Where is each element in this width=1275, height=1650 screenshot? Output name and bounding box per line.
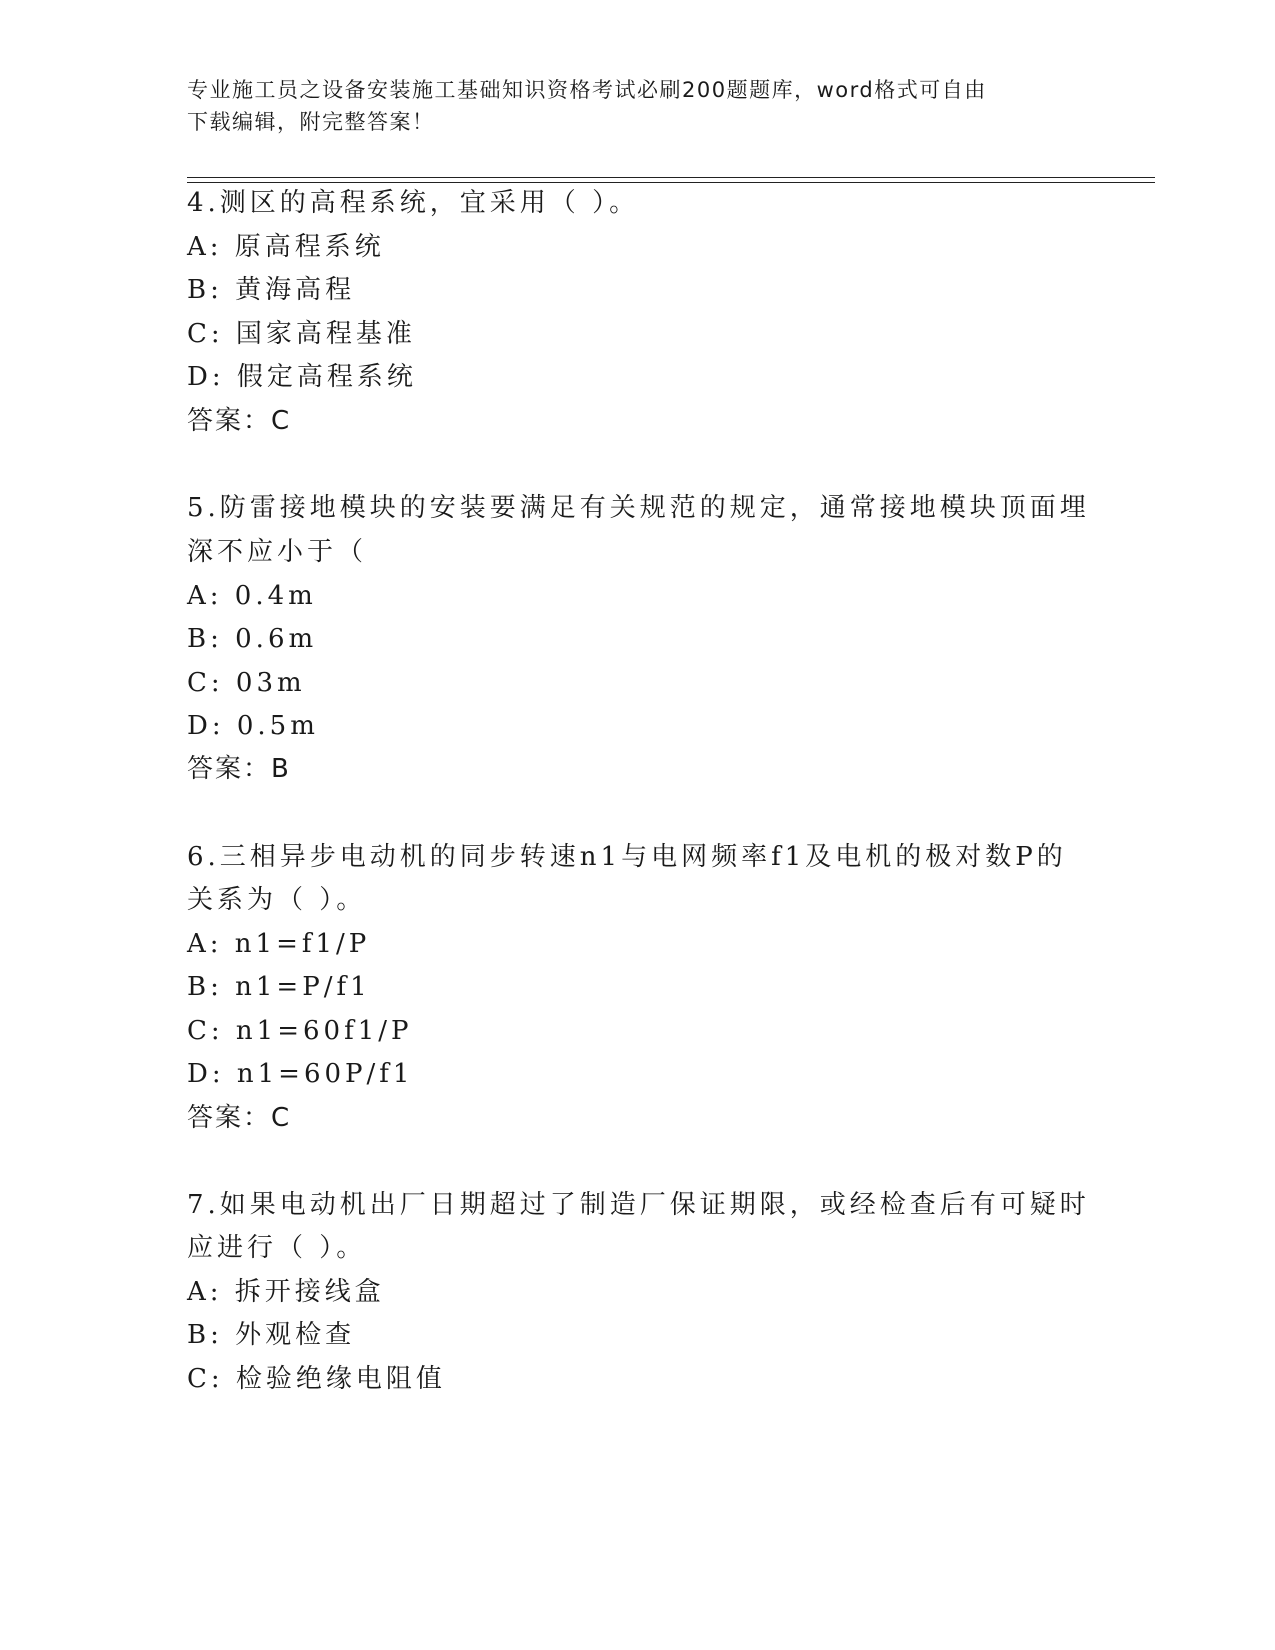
question-5-option-d: D: 0.5m — [187, 711, 319, 741]
question-4-option-a: A: 原高程系统 — [187, 232, 385, 262]
header-divider-bottom — [187, 182, 1155, 183]
question-4-stem: 4.测区的高程系统，宜采用（ ）。 — [187, 188, 640, 218]
question-5-stem-line-2: 深不应小于（ — [187, 537, 368, 567]
question-4-option-c: C: 国家高程基准 — [187, 319, 416, 349]
question-7-stem-line-1: 7.如果电动机出厂日期超过了制造厂保证期限，或经检查后有可疑时 — [187, 1190, 1090, 1220]
question-5-option-c: C: 03m — [187, 668, 306, 698]
question-6-option-a: A: n1=f1/P — [187, 929, 371, 959]
question-5-answer: 答案：B — [187, 754, 291, 784]
question-6-option-c: C: n1=60f1/P — [187, 1016, 413, 1046]
question-4-answer: 答案：C — [187, 406, 292, 436]
question-5-option-b: B: 0.6m — [187, 624, 318, 654]
header-line-2: 下载编辑，附完整答案！ — [187, 110, 435, 134]
question-6-answer: 答案：C — [187, 1103, 292, 1133]
header-divider-top — [187, 177, 1155, 178]
question-7-option-c: C: 检验绝缘电阻值 — [187, 1364, 446, 1394]
question-4-option-b: B: 黄海高程 — [187, 275, 356, 305]
header-line-1: 专业施工员之设备安装施工基础知识资格考试必刷200题题库，word格式可自由 — [187, 78, 987, 102]
question-7-option-b: B: 外观检查 — [187, 1320, 356, 1350]
question-7-stem-line-2: 应进行（ ）。 — [187, 1233, 367, 1263]
question-5-stem-line-1: 5.防雷接地模块的安装要满足有关规范的规定，通常接地模块顶面埋 — [187, 493, 1090, 523]
question-6-option-b: B: n1=P/f1 — [187, 972, 371, 1002]
question-6-option-d: D: n1=60P/f1 — [187, 1059, 414, 1089]
question-5-option-a: A: 0.4m — [187, 581, 317, 611]
document-header — [187, 74, 1087, 138]
question-4-option-d: D: 假定高程系统 — [187, 362, 417, 392]
question-6-stem-line-1: 6.三相异步电动机的同步转速n1与电网频率f1及电机的极对数P的 — [187, 842, 1067, 872]
question-7-option-a: A: 拆开接线盒 — [187, 1277, 385, 1307]
question-6-stem-line-2: 关系为（ ）。 — [187, 885, 367, 915]
